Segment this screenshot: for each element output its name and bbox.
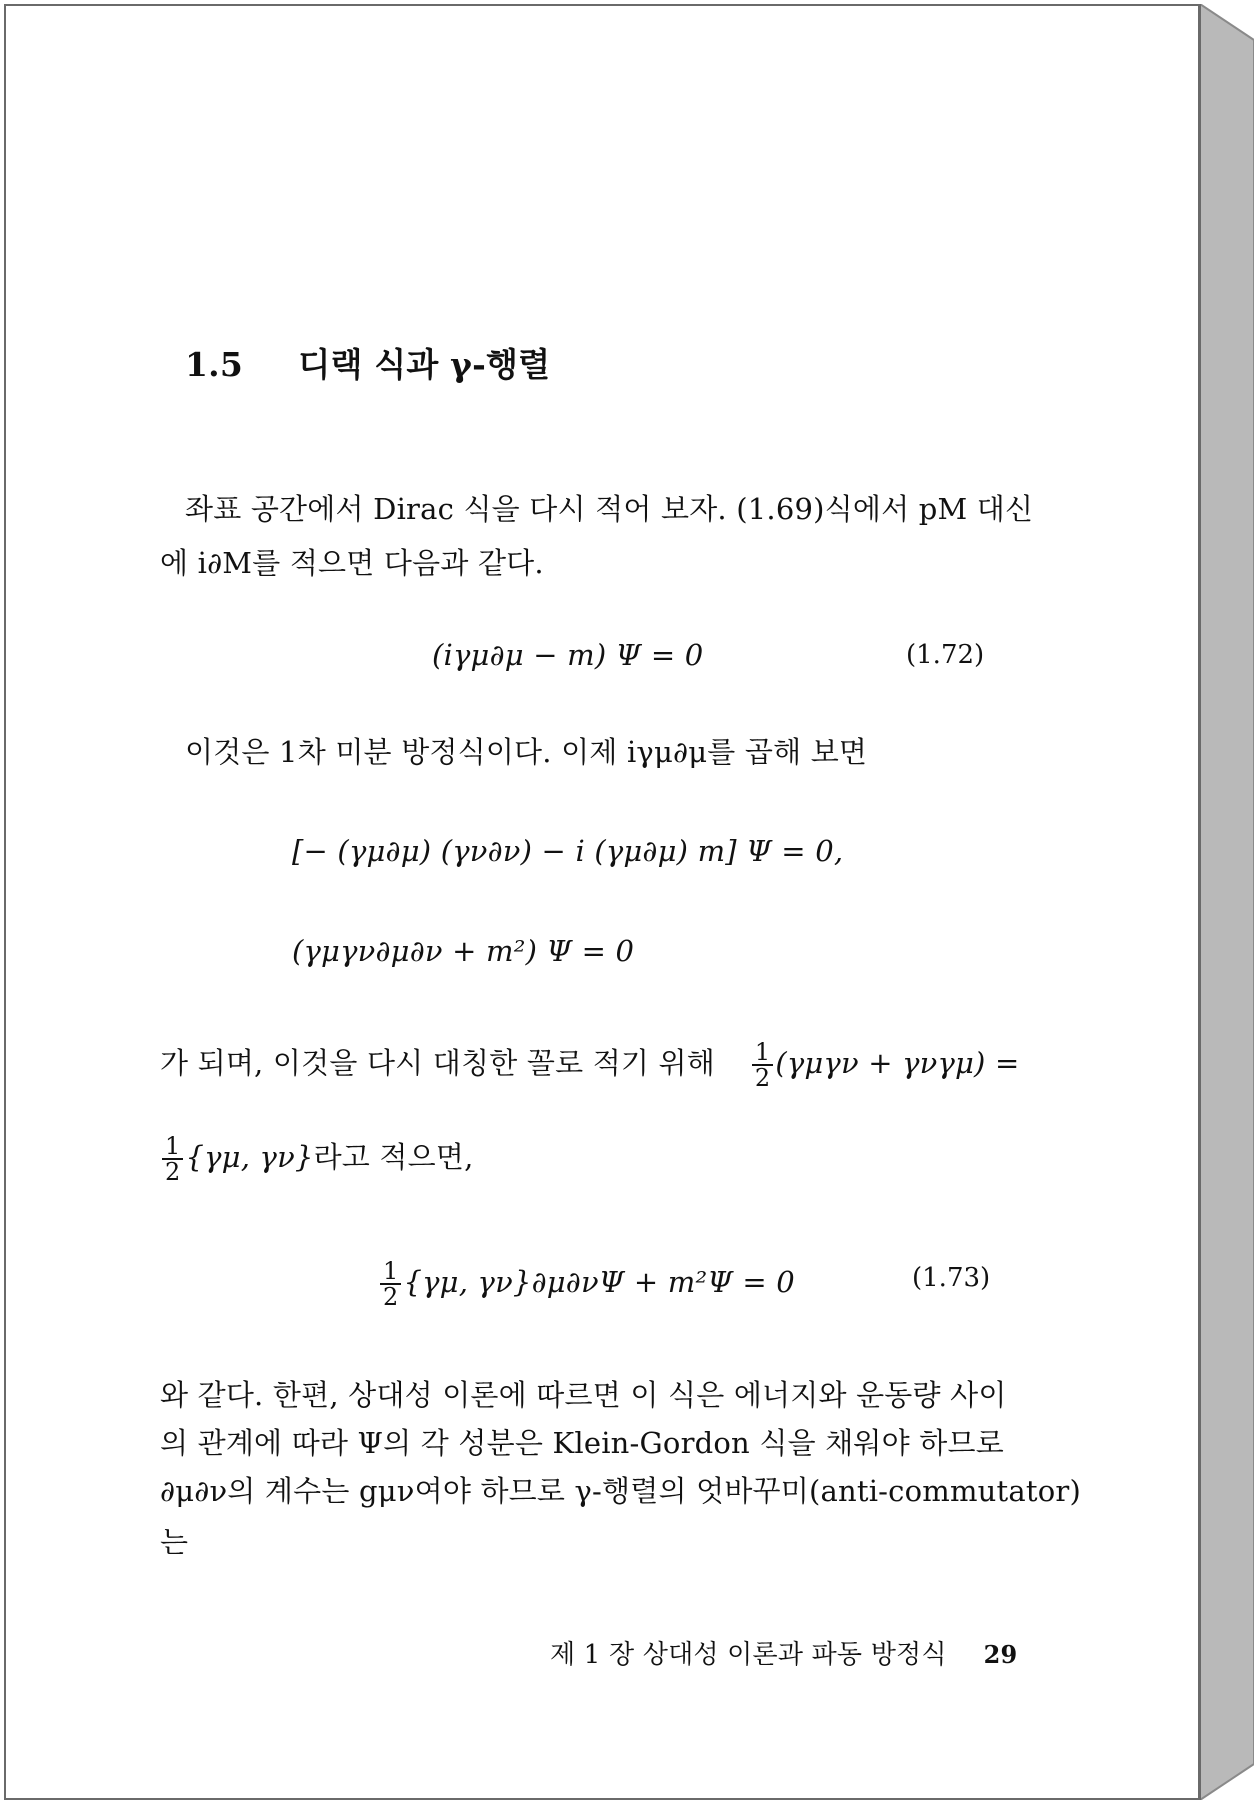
equation-expansion-2: (γμγν∂μ∂ν + m²) Ψ = 0 xyxy=(292,934,635,968)
paragraph-line: 의 관계에 따라 Ψ의 각 성분은 Klein-Gordon 식을 채워야 하므로 xyxy=(160,1426,1004,1460)
fraction-half xyxy=(380,1259,401,1309)
section-number: 1.5 xyxy=(185,345,244,384)
equation-1-73 xyxy=(378,1259,795,1309)
section-heading xyxy=(185,346,550,384)
fraction-half xyxy=(752,1040,773,1090)
fraction-denominator: 2 xyxy=(383,1283,399,1311)
fraction-numerator: 1 xyxy=(162,1134,183,1160)
inline-math: {γμ, γν} xyxy=(185,1140,314,1174)
fraction-numerator: 1 xyxy=(752,1040,773,1066)
paragraph-line: 는 xyxy=(160,1525,189,1559)
paragraph-line: 에 i∂M를 적으면 다음과 같다. xyxy=(160,546,544,580)
paragraph-line: 이것은 1차 미분 방정식이다. 이제 iγμ∂μ를 곱해 보면 xyxy=(185,735,868,769)
inline-math: (γμγν + γνγμ) = xyxy=(775,1046,1020,1080)
chapter-title: 제 1 장 상대성 이론과 파동 방정식 xyxy=(550,1640,947,1670)
fraction-half xyxy=(162,1134,183,1184)
paragraph-text: 가 되며, 이것을 다시 대칭한 꼴로 적기 위해 xyxy=(160,1046,715,1080)
paragraph-line: 와 같다. 한편, 상대성 이론에 따르면 이 식은 에너지와 운동량 사이 xyxy=(160,1378,1007,1412)
equation-number: (1.73) xyxy=(912,1263,991,1293)
section-title: 디랙 식과 γ-행렬 xyxy=(298,345,551,384)
page-edge-shadow xyxy=(1200,4,1254,1800)
paragraph-line: 좌표 공간에서 Dirac 식을 다시 적어 보자. (1.69)식에서 pM 대신 xyxy=(185,492,1034,526)
page-number: 29 xyxy=(983,1640,1018,1669)
equation-expansion-1: [− (γμ∂μ) (γν∂ν) − i (γμ∂μ) m] Ψ = 0, xyxy=(292,834,844,868)
fraction-denominator: 2 xyxy=(754,1064,771,1092)
equation-number: (1.72) xyxy=(906,640,985,670)
equation-expression: {γμ, γν}∂μ∂νΨ + m²Ψ = 0 xyxy=(403,1265,795,1299)
equation-1-72: (iγμ∂μ − m) Ψ = 0 xyxy=(432,638,704,672)
fraction-denominator: 2 xyxy=(165,1158,181,1186)
paragraph-line xyxy=(160,1134,474,1184)
paragraph-line xyxy=(160,1040,1020,1090)
paragraph-line: ∂μ∂ν의 계수는 gμν여야 하므로 γ-행렬의 엇바꾸미(anti-commutator) xyxy=(160,1474,1081,1508)
paragraph-text: 라고 적으면, xyxy=(313,1140,474,1174)
fraction-numerator: 1 xyxy=(380,1259,401,1285)
page-footer xyxy=(550,1636,1017,1674)
